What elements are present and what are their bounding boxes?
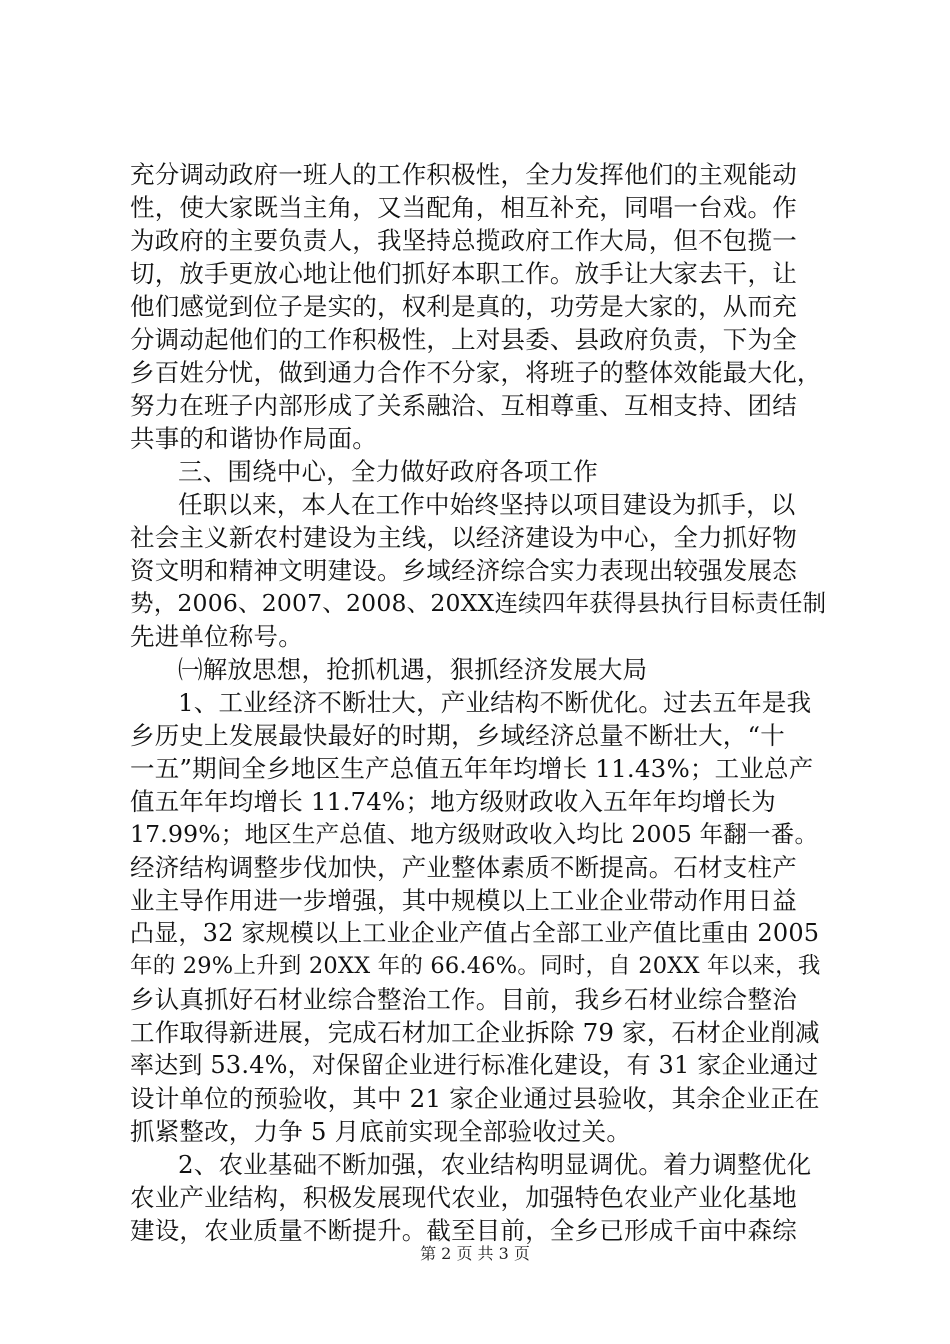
text-line: 乡历史上发展最快最好的时期，乡域经济总量不断壮大，“十 [130,721,785,750]
text-line: 性，使大家既当主角，又当配角，相互补充，同唱一台戏。作 [130,193,797,222]
text-line: 社会主义新农村建设为主线，以经济建设为中心，全力抓好物 [130,523,797,552]
text-line: 业主导作用进一步增强，其中规模以上工业企业带动作用日益 [130,886,797,915]
text-line: 一五”期间全乡地区生产总值五年年均增长 11.43%；工业总产 [130,754,814,783]
text-line: 1、工业经济不断壮大，产业结构不断优化。过去五年是我 [178,688,812,717]
section-heading: 三、围绕中心，全力做好政府各项工作 [178,457,598,486]
text-line: 设计单位的预验收，其中 21 家企业通过县验收，其余企业正在 [130,1084,820,1113]
text-line: 他们感觉到位子是实的，权利是真的，功劳是大家的，从而充 [130,292,797,321]
text-line: 率达到 53.4%，对保留企业进行标准化建设，有 31 家企业通过 [130,1051,819,1079]
text-line: 资文明和精神文明建设。乡域经济综合实力表现出较强发展态 [130,556,797,585]
text-line: 乡认真抓好石材业综合整治工作。目前，我乡石材业综合整治 [130,985,797,1014]
text-line: 势，2006、2007、2008、20XX连续四年获得县执行目标责任制 [130,589,827,617]
text-line: 值五年年均增长 11.74%；地方级财政收入五年年均增长为 [130,787,777,816]
text-line: 充分调动政府一班人的工作积极性，全力发挥他们的主观能动 [130,160,797,189]
document-body [130,158,830,1247]
text-line: 努力在班子内部形成了关系融洽、互相尊重、互相支持、团结 [130,391,797,420]
text-line: 农业产业结构，积极发展现代农业，加强特色农业产业化基地 [130,1183,797,1212]
text-line: 凸显，32 家规模以上工业企业产值占全部工业产值比重由 2005 [130,919,820,947]
subsection-heading: ㈠解放思想，抢抓机遇，狠抓经济发展大局 [178,655,648,684]
text-line: 先进单位称号。 [130,622,303,651]
text-line: 2、农业基础不断加强，农业结构明显调优。着力调整优化 [178,1150,812,1179]
text-line: 分调动起他们的工作积极性，上对县委、县政府负责，下为全 [130,325,797,354]
text-line: 年的 29%上升到 20XX 年的 66.46%。同时，自 20XX 年以来，我 [130,953,821,979]
text-line: 抓紧整改，力争 5 月底前实现全部验收过关。 [130,1117,632,1146]
text-line: 任职以来，本人在工作中始终坚持以项目建设为抓手，以 [178,490,796,519]
text-line: 共事的和谐协作局面。 [130,424,377,453]
text-line: 建设，农业质量不断提升。截至目前，全乡已形成千亩中森综 [130,1216,797,1245]
text-line: 工作取得新进展，完成石材加工企业拆除 79 家，石材企业削减 [130,1018,820,1047]
page-footer: 第 2 页 共 3 页 [420,1244,530,1263]
text-line: 乡百姓分忧，做到通力合作不分家，将班子的整体效能最大化， [130,358,822,387]
text-line: 切，放手更放心地让他们抓好本职工作。放手让大家去干，让 [130,259,797,288]
text-line: 经济结构调整步伐加快，产业整体素质不断提高。石材支柱产 [130,853,797,882]
text-line: 为政府的主要负责人，我坚持总揽政府工作大局，但不包揽一 [130,226,797,255]
text-line: 17.99%；地区生产总值、地方级财政收入均比 2005 年翻一番。 [130,820,819,848]
